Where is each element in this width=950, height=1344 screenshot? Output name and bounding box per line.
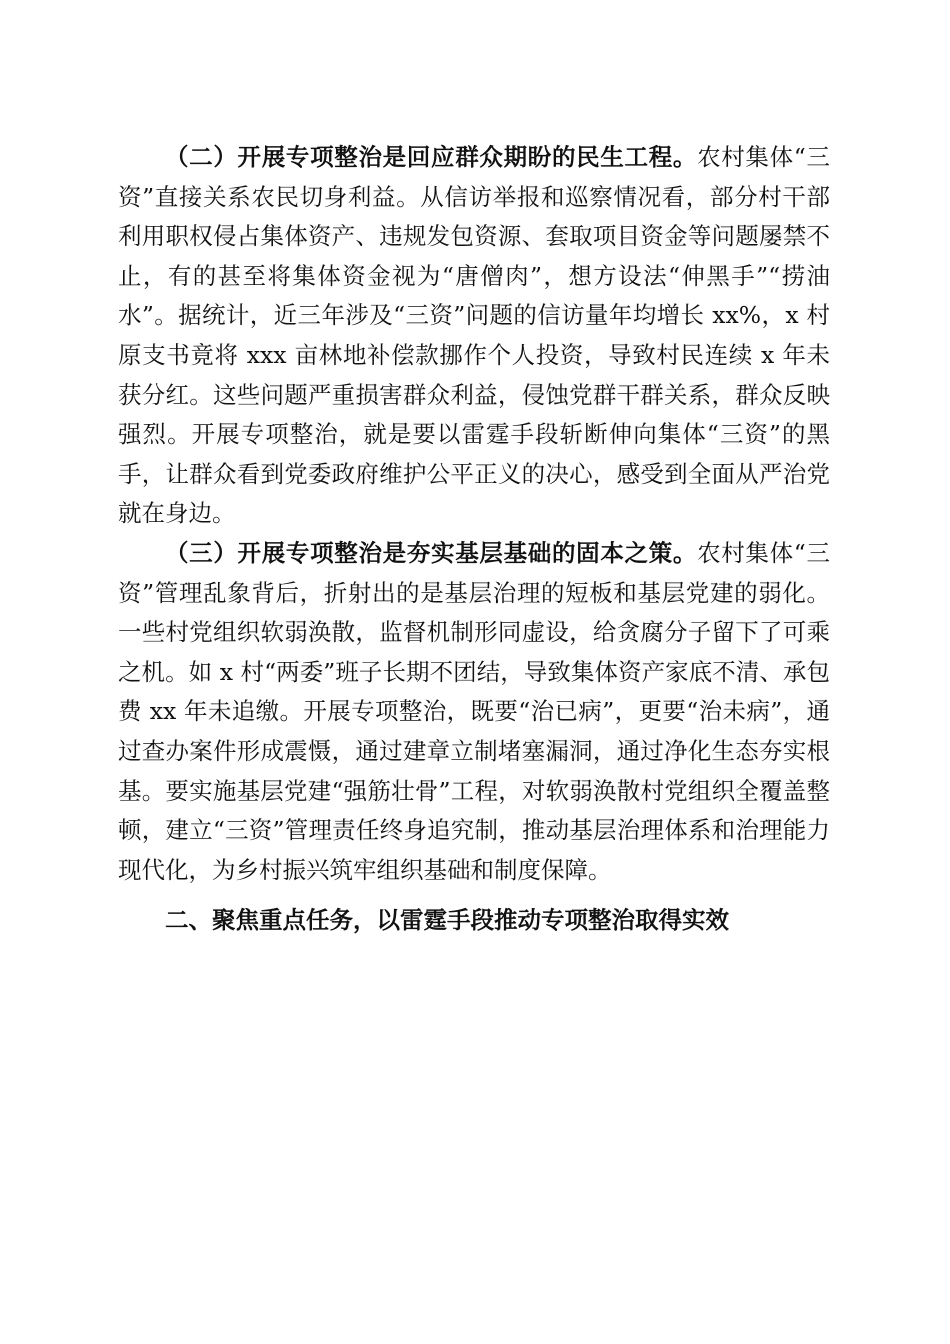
document-body xyxy=(118,138,830,940)
paragraph-lead: （三）开展专项整治是夯实基层基础的固本之策。 xyxy=(165,538,698,567)
paragraph-text: 农村集体“三资”管理乱象背后，折射出的是基层治理的短板和基层党建的弱化。一些村党组织软弱涣散，监督机制形同虚设，给贪腐分子留下了可乘之机。如 x 村“两委”班子长期不团结，导致集体资产家底不清、承包费 xx 年未追缴。开展专项整治，既要“治已病”，更要“治未病”，通过查办案件形成震慑，通过建章立制堵塞漏洞，通过净化生态夯实根基。要实施基层党建“强筋壮骨”工程，对软弱涣散村党组织全覆盖整顿，建立“三资”管理责任终身追究制，推动基层治理体系和治理能力现代化，为乡村振兴筑牢组织基础和制度保障。 xyxy=(118,538,830,884)
section-heading: 二、聚焦重点任务，以雷霆手段推动专项整治取得实效 xyxy=(165,906,729,935)
paragraph-section-2 xyxy=(118,138,830,534)
paragraph-section-3 xyxy=(118,534,830,890)
paragraph-text: 农村集体“三资”直接关系农民切身利益。从信访举报和巡察情况看，部分村干部利用职权侵占集体资产、违规发包资源、套取项目资金等问题屡禁不止，有的甚至将集体资金视为“唐僧肉”，想方设法“伸黑手”“捞油水”。据统计，近三年涉及“三资”问题的信访量年均增长 xx%，x 村原支书竟将 xxx 亩林地补偿款挪作个人投资，导致村民连续 x 年未获分红。这些问题严重损害群众利益，侵蚀党群干群关系，群众反映强烈。开展专项整治，就是要以雷霆手段斩断伸向集体“三资”的黑手，让群众看到党委政府维护公平正义的决心，感受到全面从严治党就在身边。 xyxy=(118,143,830,528)
paragraph-lead: （二）开展专项整治是回应群众期盼的民生工程。 xyxy=(165,143,698,171)
